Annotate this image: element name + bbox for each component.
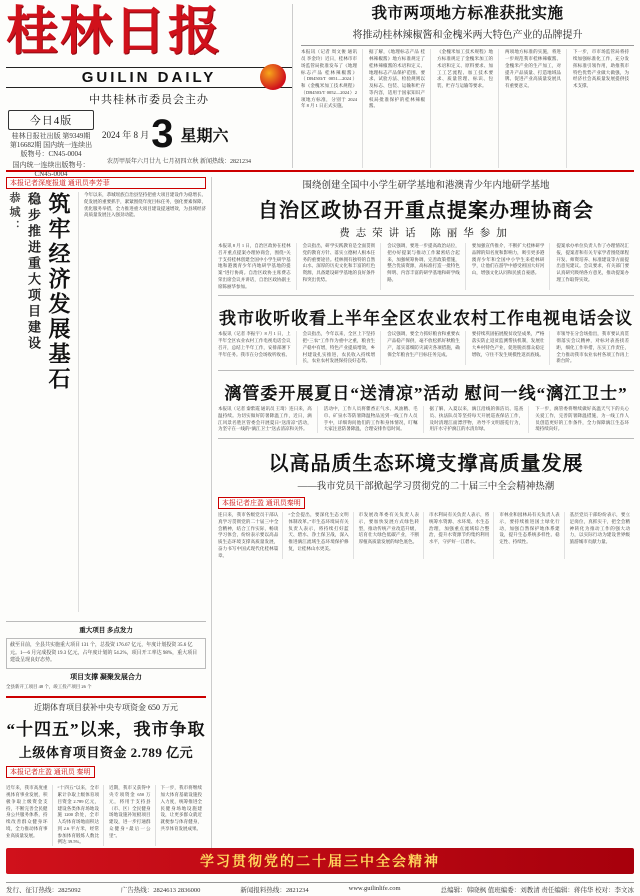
left-subhead-1: 重大项目 多点发力 [6, 621, 206, 634]
eco-col-1: 连日来，我市各级党员干部认真学习贯彻党的二十届三中全会精神，结合工作实际，畅谈学习体会，纷纷表示要以高品质生态环境支撑高质量发展，奋力书写中国式现代化桂林篇章。 [218, 512, 283, 559]
sports-col-1: 近年来，我市高度重视体育事业发展，积极争取上级资金支持，不断完善全民健身公共服务体系，持续改善群众健身环境，全力推动体育事业高质量发展。 [6, 785, 53, 846]
article-ecology-title: 以高品质生态环境支撑高质量发展 [268, 453, 584, 475]
agri-col-2: 会议指出，今年以来，全区上下坚持把“三农”工作作为重中之重，粮食生产稳中有增，特色产业提质增效，乡村建设扎实推进，农民收入持续增长，农业农村发展保持良好态势。 [303, 331, 382, 365]
cppcc-col-3: 会议强调，要进一步提高政治站位，把办好提案与推动工作紧密结合起来，加强统筹协调，完善政策措施，整合优质资源，高标准打造一批特色鲜明、内容丰富的研学基地和研学线路。 [387, 243, 466, 290]
lijiang-col-2: 活动中，工作人员将藿香正气水、风油精、毛巾、矿泉水等防暑降温物品送到一线工作人员手中，详细询问他们的工作和身体情况，叮嘱大家注意防暑降温，合理安排作息时间。 [324, 406, 424, 433]
lead-body [301, 49, 634, 168]
lead-headline: 我市两项地方标准获批实施 [371, 5, 564, 22]
left-stats-box: 截至目前，全县共实施重大项目 131 个，总投资 176.67 亿元，年度计划投资 35.6 亿元。1—6 月完成投资 19.3 亿元，占年度计划的 54.2%，项目开工率达 98%，重大项目建设呈现良好态势。 [6, 638, 206, 669]
footer-credits: 总编辑：韩晓枫 值班编委：刘教清 责任编辑：蒋伟华 校对：李文冰 [440, 887, 634, 894]
masthead-meta [102, 158, 288, 167]
english-title-text: GUILIN DAILY [81, 68, 217, 86]
brand-logo-icon [260, 64, 286, 90]
campaign-banner: 学习贯彻党的二十届三中全会精神 [6, 848, 634, 874]
article-ecology-body [218, 512, 634, 559]
lead-col-4: 两项地方标准的实施，将进一步规范我市桂林辣椒酱、金槐米产业的生产加工，对提升产品质量、打造地域品牌、促进产业高质量发展具有重要意义。 [505, 49, 567, 168]
article-ecology [218, 444, 634, 564]
lead-col-3: 《金槐米加工技术规程》地方标准规定了金槐米加工的术语和定义、原料要求、加工工艺流程、加工技术要求、质量管理、标识、包装、贮存与运输等要求。 [437, 49, 499, 168]
cppcc-col-2: 会议指出，研学实践教育是全面贯彻党的教育方针、落实立德树人根本任务的重要途径。桂林拥有独特的自然山水、深厚的历史文化和丰富的红色资源，具备建设研学基地的良好条件和突出优势。 [303, 243, 382, 290]
lead-col-5: 下一步，市市场监管局将持续加强标准化工作，充分发挥标准引领作用，助推我市特色优势产业做大做强，为经济社会高质量发展提供技术支撑。 [573, 49, 629, 89]
sports-col-2: “十四五”以来，全市累计争取上级体育项目资金 2.789 亿元，建设各类体育场地设施 1200 余处，全市人均体育场地面积达到 2.6 平方米，经常参加体育锻炼人数比例达 39.5%。 [58, 785, 105, 846]
divider [301, 45, 634, 46]
article-ecology-tag: 本报记者庄盈 通讯员秦明 [218, 497, 305, 509]
sports-headline-1: “十四五”以来，我市争取 [6, 720, 206, 740]
left-column [6, 177, 212, 867]
article-cppcc-byline: 费志荣讲话 陈丽华参加 [339, 228, 513, 239]
lunar-date: 农历甲辰年六月廿九 七月初四立秋 新闻热线：2821234 [107, 159, 252, 165]
lead-col-1: 本报讯（记者 周文俊 通讯员 李金玲）近日，桂林市市场监管局批准发布了《地理标志产品 桂林辣椒酱》（DB4503/T 0051—2024）和《金槐米加工技术规程》（DB4503/T 0052—2024）2 项地方标准，分别于 2024 年 8 月 1 日正式实施。 [301, 49, 363, 168]
left-article-tag: 本报记者深度报道 通讯员李芳菲 [6, 177, 206, 189]
footer-ads: 广告热线：2824613 2836000 [120, 887, 201, 894]
article-cppcc-title: 自治区政协召开重点提案办理协商会 [258, 200, 594, 222]
agri-col-5: 市领导在分会场指出，我市要认真贯彻落实会议精神，对标对表查找差距，细化工作举措，压实工作责任，全力推动我市农业农村各项工作再上新台阶。 [556, 331, 629, 364]
newspaper-title-english [6, 67, 292, 88]
footer-subscription: 发行、征订热线：2825092 [6, 887, 81, 894]
issue-date [102, 114, 288, 154]
newspaper-title: 桂林日报 [6, 4, 223, 61]
article-agriculture-title: 我市收听收看上半年全区农业农村工作电视电话会议 [219, 309, 633, 329]
article-cppcc [218, 177, 634, 296]
footer-newsline: 新闻报料热线：2821234 [240, 887, 309, 894]
page-body [6, 177, 634, 867]
agri-col-1: 本报讯（记者 李振宇）8 月 1 日，上半年全区农业农村工作电视电话会议召开，总结上半年工作，安排部署下半年任务。我市在分会场收听收看。 [218, 331, 297, 365]
left-stat-line: 全县新开工项目 48 个，竣工投产项目 26 个 [6, 683, 92, 689]
issue-info: 桂林日报社出版 第9349期 第16682期 国内统一连续出版物号：CN45-0004 [9, 132, 93, 159]
masthead [6, 4, 634, 179]
agri-col-4: 要持续巩固拓展脱贫攻坚成果，严格落实防止返贫监测帮扶机制，发展壮大乡村特色产业，促进脱贫群众稳定增收，守住不发生规模性返贫底线。 [472, 331, 551, 365]
page-count-block [8, 110, 94, 179]
left-feature-place: 恭城： [8, 192, 20, 234]
agri-col-3: 会议强调，要全力抓好粮食和重要农产品稳产保供，毫不放松抓好秋粮生产，落实落细防灾减灾各项措施，确保全年粮食生产目标任务完成。 [387, 331, 466, 365]
date-weekday: 星期六 [180, 127, 229, 145]
article-agriculture [218, 301, 634, 371]
eco-col-4: 市水利局有关负责人表示，将统筹水资源、水环境、水生态治理，加强重点流域综合整治，提升水资源节约集约利用水平，守护好一江碧水。 [429, 512, 494, 559]
article-ecology-subhead: ——我市党员干部掀起学习贯彻党的二十届三中全会精神热潮 [297, 482, 555, 492]
sports-col-4: 下一步，我市将继续加大体育基础设施投入力度，统筹推进全民健身场地设施建设，让更多群众就近就便参与体育健身，共享体育发展成果。 [160, 785, 202, 831]
sports-col-3: 近期，我市又获得中央专项资金 650 万元，将用于支持县（市、区）全民健身场地设施补短板项目建设，进一步打通群众健身“最后一公里”。 [109, 785, 156, 846]
sports-kicker: 近期体育项目获补中央专项资金 650 万元 [34, 703, 178, 713]
publisher-line: 中共桂林市委员会主办 [89, 93, 209, 106]
left-subhead-2: 项目支撑 凝聚发展合力 [70, 672, 142, 681]
article-agriculture-body [218, 331, 634, 365]
eco-col-2: “全会提出，要深化生态文明体制改革。”市生态环境局有关负责人表示，将持续打好蓝天、碧水、净土保卫战，深入推进漓江流域生态环境保护修复，让桂林山水更美。 [288, 512, 353, 559]
date-year-month: 2024 年 8 月 [102, 129, 150, 140]
eco-col-5: 市林业和园林局有关负责人表示，要持续推进国土绿化行动，加强自然保护地体系建设，提升生态系统多样性、稳定性、持续性。 [499, 512, 564, 559]
right-column [212, 177, 634, 867]
left-feature-body: 今年以来，恭城瑶族自治县坚持把重大项目建设作为稳增长、促发展的重要抓手，紧紧围绕年度目标任务，强化要素保障，优化服务举措，全力推进重大项目建设提速增效，为县域经济高质量发展注入强劲动能。 [78, 192, 206, 612]
lead-subheadline: 将推动桂林辣椒酱和金槐米两大特色产业的品牌提升 [352, 30, 583, 42]
date-day: 3 [151, 112, 174, 156]
article-cppcc-kicker: 围绕创建全国中小学生研学基地和港澳青少年内地研学基地 [302, 181, 550, 191]
lijiang-col-1: 本报讯（记者 秦紫霞 通讯员 王琦）连日来，高温持续。为切实做好防暑降温工作，近日，漓江风景名胜区管委会开展夏日“送清凉”活动，为坚守在一线的“漓江卫士”送去清凉和关怀。 [218, 406, 318, 433]
cppcc-col-4: 要加强宣传推介，不断扩大桂林研学品牌的知名度和影响力，吸引更多港澳青少年和全国中小学生来桂林研学，让他们在游学中感受祖国大好河山，增强文化认同和民族自豪感。 [472, 243, 551, 290]
masthead-lead-article [292, 4, 634, 168]
left-feature [6, 192, 206, 612]
issn-line: 国内统一连续出版物号：CN45-0004 [12, 161, 90, 179]
lijiang-col-4: 下一步，漓管委将继续做好高温天气下的关心关爱工作，完善防暑降温措施，为一线工作人员创造更好的工作条件，全力保障漓江生态环境持续向好。 [535, 406, 629, 432]
article-cppcc-body [218, 243, 634, 290]
lead-col-2: 据了解，《地理标志产品 桂林辣椒酱》地方标准规定了桂林辣椒酱的术语和定义、地理标志产品保护范围、要求、试验方法、检验规则以及标志、包装、运输和贮存等内容，适用于国家知识产权局批准保护的桂林辣椒酱。 [369, 49, 431, 168]
cppcc-col-5: 提案承办单位负责人作了办理情况汇报，提案者和有关专家学者围绕课程开发、师资培养、标准建设等方面提出意见建议。会议要求，有关部门要认真研究吸纳各方意见，推动提案办理工作取得实效。 [556, 243, 629, 282]
article-lijiang [218, 376, 634, 439]
masthead-left [6, 4, 292, 179]
article-lijiang-title: 漓管委开展夏日“送清凉”活动 慰问一线“漓江卫士” [224, 384, 628, 403]
cppcc-col-1: 本报讯 8 月 1 日，自治区政协在桂林召开重点提案办理协商会，围绕“关于支持桂林创建全国中小学生研学基地和港澳青少年内地研学基地的提案”进行协商。自治区政协主席费志荣出席会议并讲话，自治区政协副主席陈丽华参加。 [218, 243, 297, 290]
eco-col-6: 基层党员干部纷纷表示，要立足岗位，真抓实干，把全会精神转化为推动工作的强大动力，以实际行动为建设世界级旅游城市贡献力量。 [569, 512, 630, 544]
left-feature-subtitle: 稳步推进重大项目建设 [26, 192, 41, 352]
eco-col-3: 市发展改革委有关负责人表示，要加快发展方式绿色转型，推动传统产业改造升级，培育壮大绿色低碳产业，不断厚植高质量发展的绿色底色。 [359, 512, 424, 559]
footer [6, 882, 634, 894]
sports-tag: 本报记者庄盈 通讯员 秦明 [6, 766, 95, 778]
sports-headline-2: 上级体育项目资金 2.789 亿元 [18, 745, 194, 761]
sports-body [6, 785, 206, 846]
lijiang-col-3: 据了解，入夏以来，漓江沿线的保洁员、巡查员、执法队员等坚持每天开展巡查保洁工作，及时清理江面漂浮物，劝导不文明游览行为，用汗水守护漓江的水清岸绿。 [430, 406, 530, 433]
sports-article [6, 696, 206, 846]
article-lijiang-body [218, 406, 634, 433]
page-count-badge: 今日4版 [8, 110, 94, 130]
left-feature-title: 筑牢经济发展基石 [46, 192, 71, 392]
footer-website[interactable]: www.guilinlife.com [348, 885, 401, 892]
